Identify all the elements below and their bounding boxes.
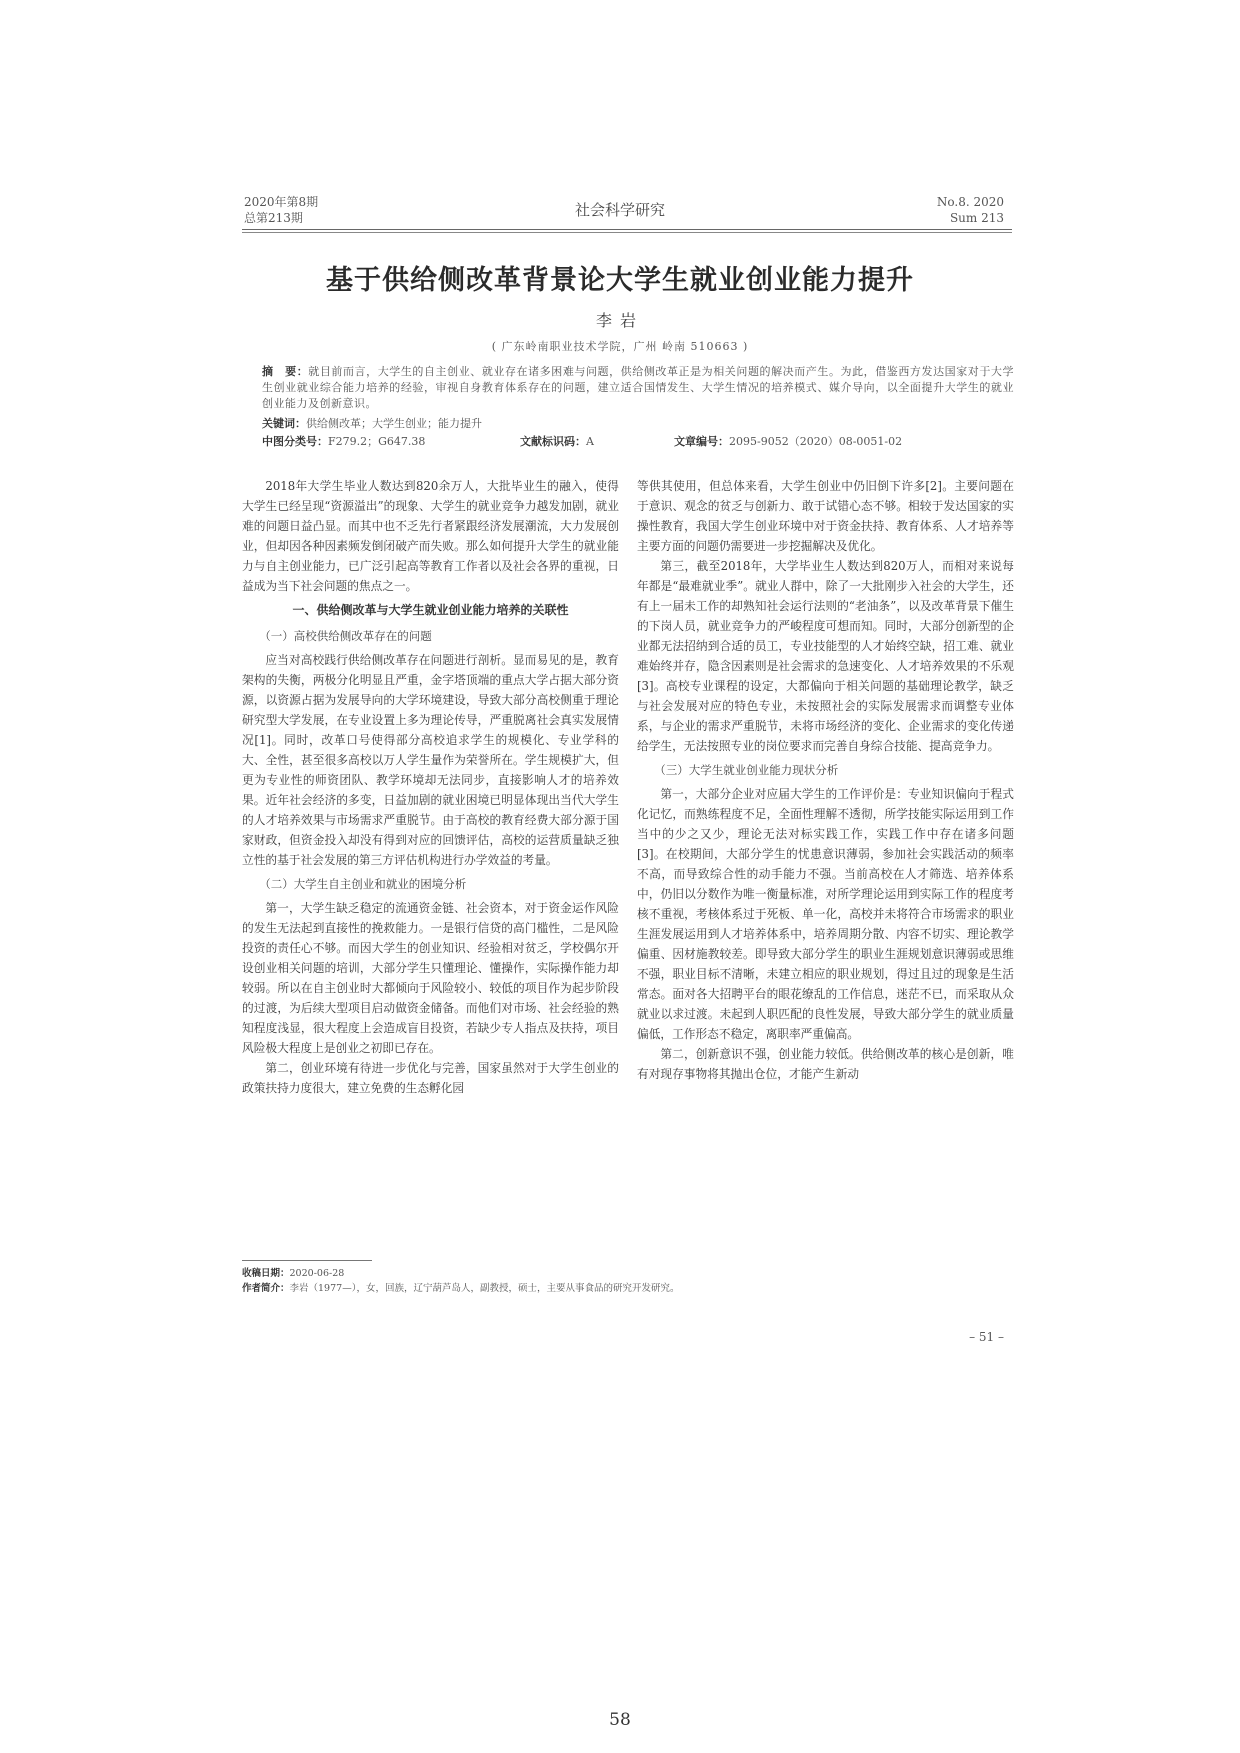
clc-label: 中图分类号： — [262, 435, 328, 448]
paragraph: 第二，创新意识不强，创业能力较低。供给侧改革的核心是创新，唯有对现存事物将其抛出仓位，才能产生新动 — [637, 1047, 1014, 1081]
abstract-label: 摘 要： — [262, 365, 309, 378]
body-column-left — [242, 476, 619, 1098]
doc-value: A — [586, 435, 594, 448]
paragraph: 第一，大部分企业对应届大学生的工作评价是：专业知识偏向于程式化记忆，而熟练程度不足，全面性理解不透彻，所学技能实际运用到工作当中的少之又少，理论无法对标实践工作，实践工作中存在诸多问题[3]。在校期间，大部分学生的忧患意识薄弱，参加社会实践活动的频率不高，而导致综合性的动手能力不强。当前高校在人才筛选、培养体系中，仍旧以分数作为唯一衡量标准，对所学理论运用到实际工作的程度考核不重视，考核体系过于死板、单一化，高校并未将符合市场需求的职业生涯发展运用到人才培养体系中，培养周期分散、内容不切实、理论教学偏重、因材施教较差。即导致大部分学生的职业生涯规划意识薄弱或思维不强，职业目标不清晰，未建立相应的职业规划，得过且过的现象是生活常态。面对各大招聘平台的眼花缭乱的工作信息，迷茫不已，而采取从众就业以求过渡。未起到人职匹配的良性发展，导致大部分学生的就业质量偏低，工作形态不稳定，离职率严重偏高。 — [637, 787, 1014, 1041]
author-bio — [242, 1281, 1012, 1296]
bio-label: 作者简介： — [242, 1283, 290, 1294]
doc-label: 文献标识码： — [520, 435, 586, 448]
clc-value: F279.2；G647.38 — [328, 435, 426, 448]
author-affiliation: ( 广东岭南职业技术学院，广州 岭南 510663 ) — [491, 340, 749, 353]
paragraph: 2018年大学生毕业人数达到820余万人，大批毕业生的融入，使得大学生已经呈现“资源溢出”的现象、大学生的就业竞争力越发加剧，就业难的问题日益凸显。而其中也不乏先行者紧跟经济发展潮流，大力发展创业，但却因各种因素频发倒闭破产而失败。那么如何提升大学生的就业能力与自主创业能力，已广泛引起高等教育工作者以及社会各界的重视，日益成为当下社会问题的焦点之一。 — [242, 479, 619, 593]
paragraph: 第三，截至2018年，大学毕业生人数达到820万人，而相对来说每年都是“最难就业季”。就业人群中，除了一大批刚步入社会的大学生，还有上一届未工作的却熟知社会运行法则的“老油条”，以及改革背景下催生的下岗人员，就业竞争力的严峻程度可想而知。同时，大部分创新型的企业都无法招纳到合适的员工，专业技能型的人才始终空缺，招工难、就业难始终并存，隐含因素则是社会需求的急速变化、人才培养效果的不乐观[3]。高校专业课程的设定，大都偏向于相关问题的基础理论教学，缺乏与社会发展对应的特色专业，未按照社会的实际发展需求而调整专业体系，与企业的需求严重脱节，未将市场经济的变化、企业需求的变化传递给学生，无法按照专业的岗位要求而完善自身综合技能、提高竞争力。 — [637, 559, 1014, 753]
received-date — [242, 1266, 1012, 1281]
received-value: 2020-06-28 — [289, 1268, 345, 1279]
issue-no: No.8. 2020 — [936, 195, 1004, 209]
abstract — [262, 364, 1014, 412]
journal-name: 社会科学研究 — [574, 201, 665, 219]
body-column-right — [637, 476, 1014, 1084]
doc-code — [520, 433, 594, 449]
inner-page-number: – 51 – — [969, 1330, 1004, 1344]
author-name: 李岩 — [595, 311, 644, 330]
keywords-label: 关键词： — [262, 417, 306, 430]
article-number — [674, 433, 902, 449]
paragraph: 应当对高校践行供给侧改革存在问题进行剖析。显而易见的是，教育架构的失衡，两极分化明显且严重，金字塔顶端的重点大学占据大部分资源，以资源占据为发展导向的大学环境建设，导致大部分高校侧重于理论研究型大学发展，在专业设置上多为理论传导，严重脱离社会真实发展情况[1]。同时，改革口号使得部分高校追求学生的规模化、专业学科的大、全性，甚至很多高校以万人学生量作为荣誉所在。学生规模扩大，但更为专业性的师资团队、教学环境却无法同步，直接影响人才的培养效果。近年社会经济的多变，日益加剧的就业困境已明显体现出当代大学生的人才培养效果与市场需求严重脱节。由于高校的教育经费大部分源于国家财政，但资金投入却没有得到对应的回馈评估，高校的运营质量缺乏独立性的基于社会发展的第三方评估机构进行办学效益的考量。 — [242, 653, 619, 867]
issue-year: 2020年第8期 — [244, 195, 319, 209]
footnote-rule — [242, 1260, 372, 1261]
subsection-heading-2: （二）大学生自主创业和就业的困境分析 — [259, 877, 467, 891]
paragraph-continued: 等供其使用，但总体来看，大学生创业中仍旧倒下许多[2]。主要问题在于意识、观念的贫乏与创新力、敢于试错心态不够。相较于发达国家的实操性教育，我国大学生创业环境中对于资金扶持、教育体系、人才培养等主要方面的问题仍需要进一步挖掘解决及优化。 — [637, 479, 1014, 553]
received-label: 收稿日期： — [242, 1268, 290, 1279]
paragraph: 第一，大学生缺乏稳定的流通资金链、社会资本，对于资金运作风险的发生无法起到直接性的挽救能力。一是银行信贷的高门槛性，二是风险投资的责任心不够。而因大学生的创业知识、经验相对贫乏，学校偶尔开设创业相关问题的培训，大部分学生只懂理论、懂操作，实际操作能力却较弱。所以在自主创业时大都倾向于风险较小、较低的项目作为起步阶段的过渡，为后续大型项目启动做资金储备。而他们对市场、社会经验的熟知程度浅显，很大程度上会造成盲目投资，若缺少专人指点及扶持，项目风险极大程度上是创业之初即已存在。 — [242, 901, 619, 1055]
header-rule — [242, 229, 1012, 230]
article-title: 基于供给侧改革背景论大学生就业创业能力提升 — [326, 265, 914, 296]
abstract-text: 就目前而言，大学生的自主创业、就业存在诸多困难与问题，供给侧改革正是为相关问题的解决而产生。为此，借鉴西方发达国家对于大学生创业就业综合能力培养的经验，审视自身教育体系存在的问题，建立适合国情发生、大学生情况的培养模式、媒介导向，以全面提升大学生的就业创业能力及创新意识。 — [262, 365, 1014, 410]
paragraph: 第二，创业环境有待进一步优化与完善，国家虽然对于大学生创业的政策扶持力度很大，建立免费的生态孵化园 — [242, 1061, 619, 1095]
header-rule-thin — [242, 232, 1012, 233]
article-value: 2095-9052（2020）08-0051-02 — [729, 435, 903, 448]
subsection-heading-3: （三）大学生就业创业能力现状分析 — [654, 763, 839, 777]
issue-info-en — [937, 194, 1004, 226]
clc-number — [262, 433, 425, 449]
page-folio: 58 — [609, 1710, 631, 1730]
bio-value: 李岩（1977—），女，回族，辽宁葫芦岛人，副教授，硕士，主要从事食品的研究开发研究。 — [289, 1283, 680, 1294]
keywords-text: 供给侧改革；大学生创业；能力提升 — [306, 417, 482, 430]
issue-total: 总第213期 — [244, 211, 303, 225]
subsection-heading-1: （一）高校供给侧改革存在的问题 — [259, 629, 432, 643]
keywords — [262, 415, 1014, 431]
article-label: 文章编号： — [674, 435, 729, 448]
footnote — [242, 1266, 1012, 1296]
section-heading-1: 一、供给侧改革与大学生就业创业能力培养的关联性 — [292, 603, 569, 617]
issue-sum: Sum 213 — [949, 211, 1004, 225]
